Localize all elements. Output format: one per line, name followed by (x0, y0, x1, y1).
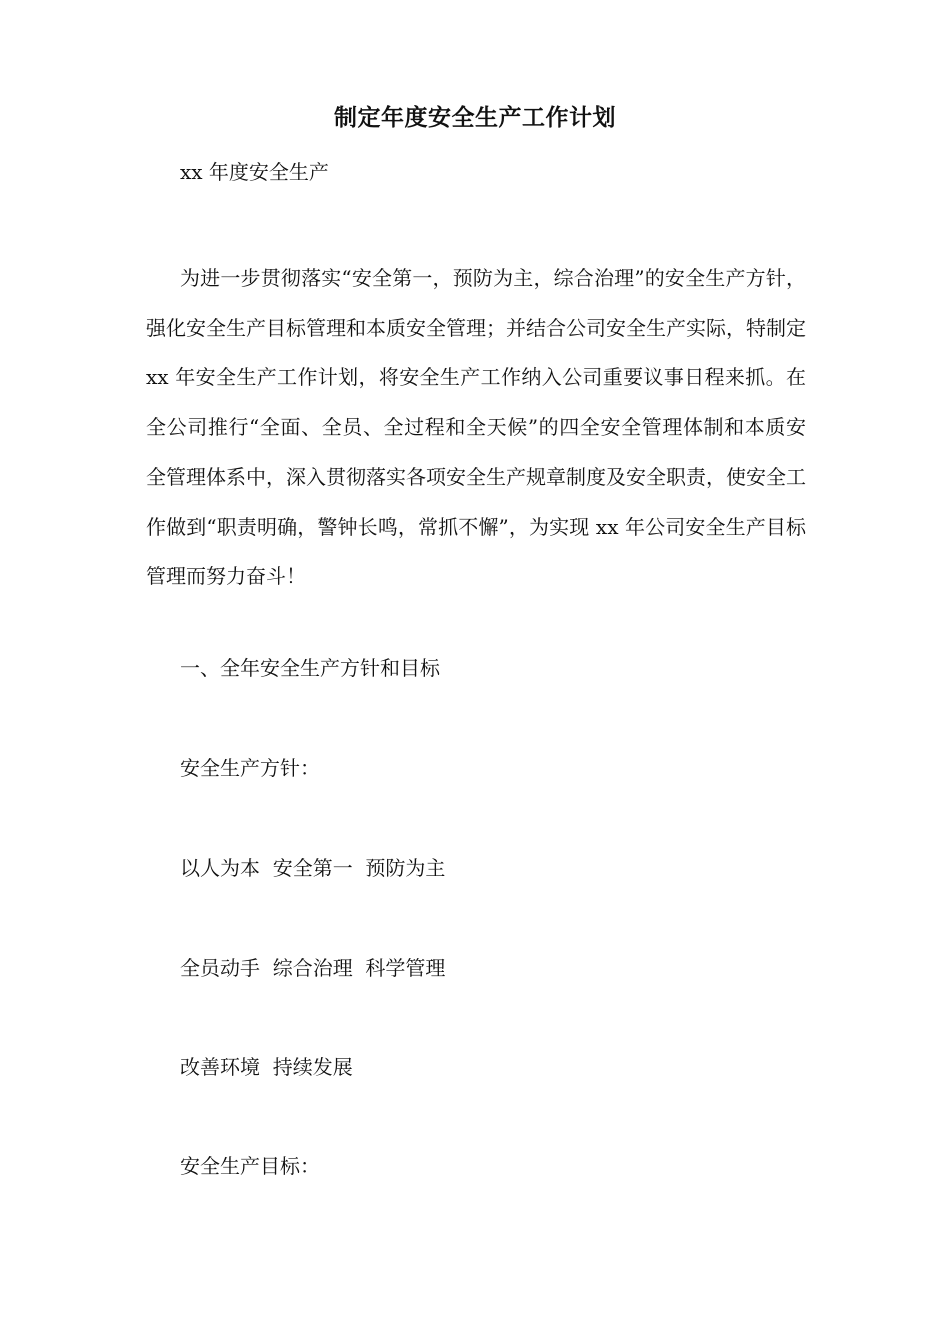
document-title: 制定年度安全生产工作计划 (334, 104, 616, 131)
policy-label: 安全生产方针： (180, 756, 320, 780)
intro-paragraph: 为进一步贯彻落实“安全第一，预防为主，综合治理”的安全生产方针，强化安全生产目标管理和本质安全管理；并结合公司安全生产实际，特制定 xx 年安全生产工作计划，将安全生产工作纳入公司重要议事日程来抓。在全公司推行“全面、全员、全过程和全天候”的四全安全管理体制和本质安全管理体系中，深入贯彻落实各项安全生产规章制度及安全职责，使安全工作做到“职责明确，警钟长鸣，常抓不懈”，为实现 xx 年公司安全生产目标管理而努力奋斗！ (146, 266, 806, 589)
goal-label: 安全生产目标： (180, 1154, 320, 1178)
section-heading: 一、全年安全生产方针和目标 (180, 656, 440, 680)
policy-line-3: 改善环境 持续发展 (180, 1055, 353, 1079)
policy-line-2: 全员动手 综合治理 科学管理 (180, 956, 446, 980)
document-subtitle: xx 年度安全生产 (180, 160, 329, 184)
policy-line-1: 以人为本 安全第一 预防为主 (180, 856, 446, 880)
